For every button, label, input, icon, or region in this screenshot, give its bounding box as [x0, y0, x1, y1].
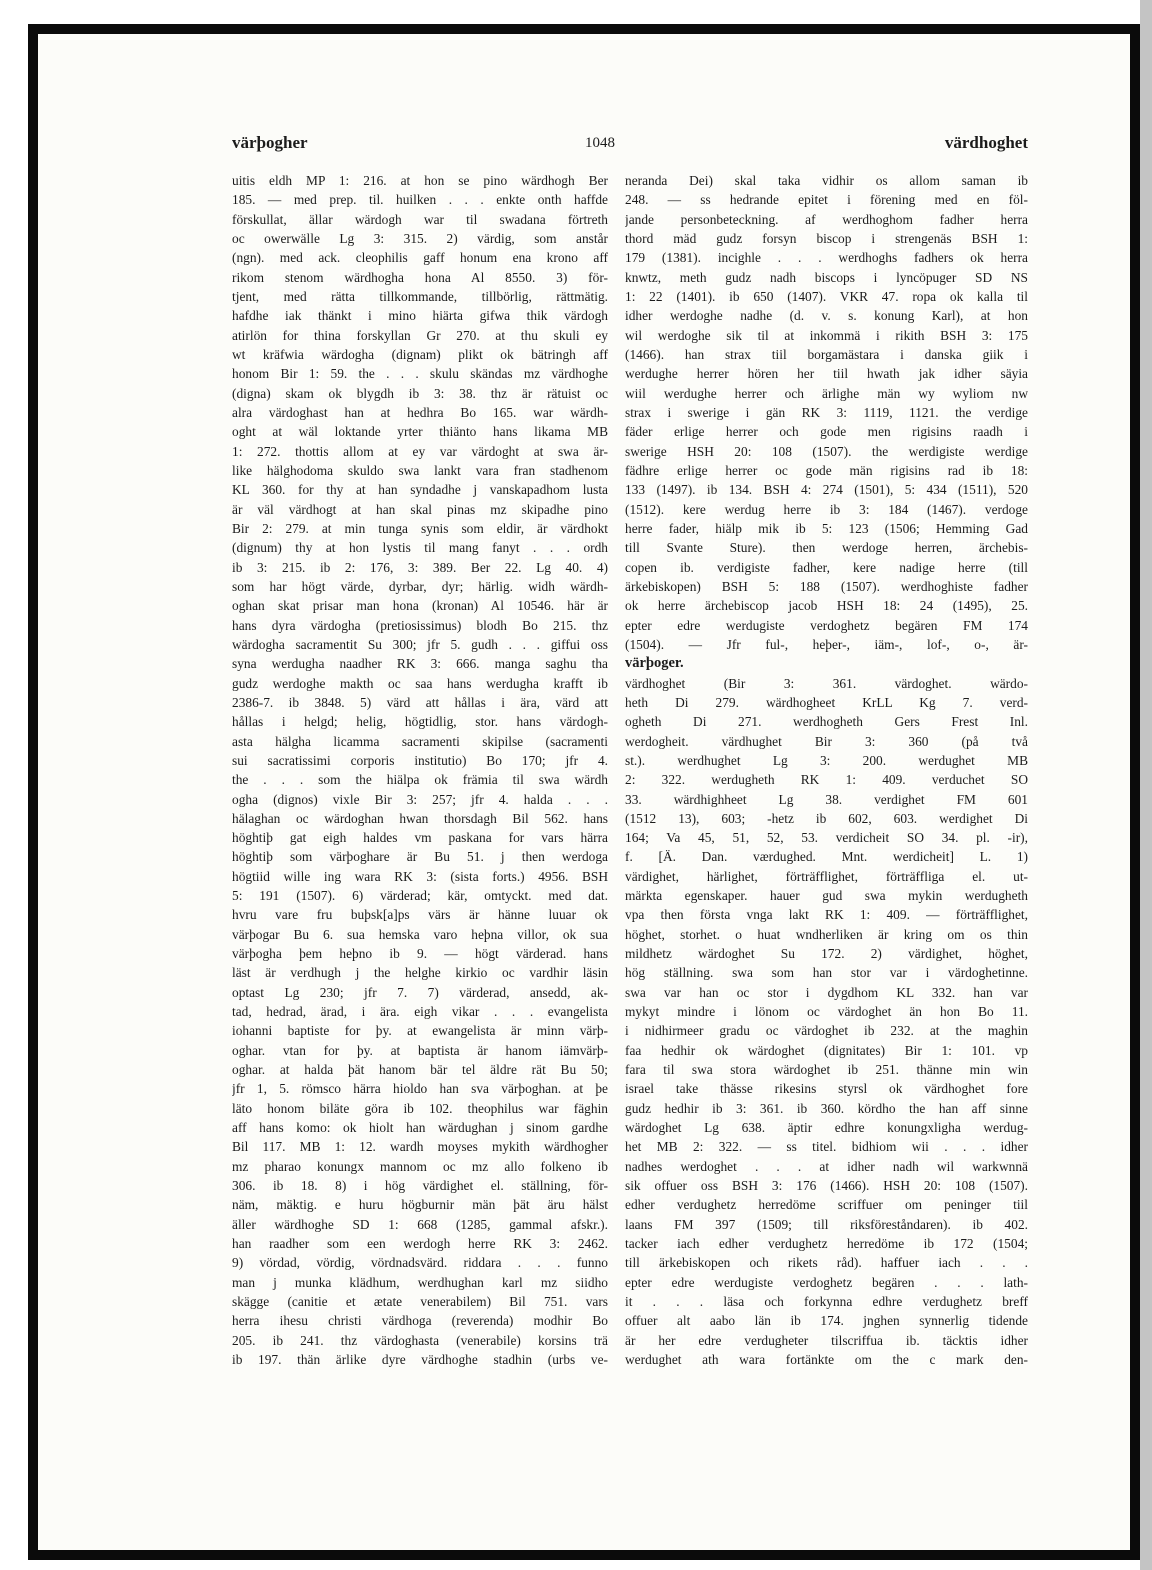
- left-column-line: alra värdoghast han at hedhra Bo 165. war wärdh-: [232, 404, 608, 420]
- right-column-line: faa hedhir ok wärdoghet (dignitates) Bir 1: 101. vp: [625, 1042, 1028, 1058]
- left-column-line: uitis eldh MP 1: 216. at hon se pino wärdhogh Ber: [232, 173, 608, 188]
- right-column-line: epter edre werdugiste verdoghetz begären FM 174: [625, 617, 1028, 633]
- right-column-line: offuer alt aabo län ib 174. jnghen synnerlig tidende: [625, 1313, 1028, 1329]
- right-column: [625, 171, 1028, 1369]
- running-head-right: värdhoghet: [944, 133, 1028, 152]
- left-column-line: 306. ib 18. 8) i hög värdighet el. ställning, för-: [232, 1178, 608, 1194]
- right-column-line: värþoger.: [625, 655, 684, 672]
- right-column-line: heth Di 279. wärdhogheet KrLL Kg 7. verd-: [625, 694, 1028, 710]
- right-column-line: 164; Va 45, 51, 52, 53. verdicheit SO 34. pl. -ir),: [625, 830, 1028, 846]
- left-column-line: honom Bir 1: 59. the . . . skulu skändas mz värdhoghe: [232, 366, 608, 382]
- right-column-line: herre fader, hiälp mik ib 5: 123 (1506; Hemming Gad: [625, 520, 1028, 536]
- right-column-line: till Svante Sture). then werdoge herren, ärchebis-: [625, 540, 1028, 556]
- left-column-line: oghar. vtan for þy. at baptista är hanom iämvärþ-: [232, 1042, 608, 1058]
- right-column-line: ärkebiskopen) BSH 5: 188 (1507). werdhoghiste fadher: [625, 578, 1028, 594]
- right-column-line: märkta egenskaper. hauer gud swa mykin werdugheth: [625, 888, 1028, 904]
- right-column-line: f. [Ä. Dan. værdughed. Mnt. werdicheit] L. 1): [625, 849, 1028, 865]
- right-column-line: (1466). han strax tiil borgamästara i danska giik i: [625, 346, 1028, 362]
- left-column-line: wt kräfwia wärdogha (dignam) plikt ok bätringh aff: [232, 346, 608, 362]
- right-column-line: werdughe herrer hören her tiil hwath jak idher säyia: [625, 366, 1028, 382]
- right-column-line: 2: 322. werdugheth RK 1: 409. verduchet SO: [625, 772, 1028, 788]
- left-column-line: 185. — med prep. til. huilken . . . enkte onth haffde: [232, 192, 608, 208]
- right-column-line: laans FM 397 (1509; till riksföreståndaren). ib 402.: [625, 1216, 1028, 1232]
- right-column-line: it . . . läsa och forkynna edhre verdughetz breff: [625, 1294, 1028, 1310]
- right-column-line: knwtz, meth gudz nadh biscops i lyncöpuger SD NS: [625, 269, 1028, 285]
- right-column-line: i nidhirmeer gradu oc värdoghet ib 232. at the maghin: [625, 1023, 1028, 1039]
- left-column-line: mz pharao konungx mannom oc mz allo folkeno ib: [232, 1158, 608, 1174]
- right-column-line: är her edre verdugheter tilscriffua ib. täcktis idher: [625, 1332, 1028, 1348]
- right-column-line: werdogheit. värdhughet Bir 3: 360 (på två: [625, 733, 1028, 749]
- left-column-line: skägge (canitie et ætate venerabilem) Bil 751. vars: [232, 1294, 608, 1310]
- right-column-line: idher werdoghe nadhe (d. v. s. konung Karl), at hon: [625, 308, 1028, 324]
- left-column-line: the . . . som the hiälpa ok främia til swa wärdh: [232, 772, 608, 788]
- running-head-left: värþogher: [232, 133, 308, 152]
- left-column-line: 205. ib 241. thz värdoghasta (venerabile) korsins trä: [232, 1332, 608, 1348]
- right-column-line: 133 (1497). ib 134. BSH 4: 274 (1501), 5: 434 (1511), 520: [625, 482, 1028, 498]
- right-column-line: 33. wärdhighheet Lg 38. verdighet FM 601: [625, 791, 1028, 807]
- left-column-line: hälaghan oc wärdoghan hwan thorsdagh Bil 562. hans: [232, 810, 608, 826]
- left-column-line: (dignum) thy at hon lystis til mang fanyt . . . ordh: [232, 540, 608, 556]
- left-column-line: hvru vare fru buþsk[a]ps värs är hänne luuar ok: [232, 907, 608, 923]
- right-column-line: jande personbeteckning. af werdhoghom fadher herra: [625, 211, 1028, 227]
- left-column-line: tjent, med rätta tillkommande, tillbörlig, rättmätig.: [232, 288, 608, 304]
- entry-headword-line: värdhoghet (Bir 3: 361. värdoghet. wärdo-: [625, 675, 1028, 691]
- left-column-line: äller wärdhoghe SD 1: 668 (1285, gammal afskr.).: [232, 1216, 608, 1232]
- left-column-line: herra ihesu christi värdhoga (reverenda) modhir Bo: [232, 1313, 608, 1329]
- left-column-line: (ngn). med ack. cleophilis gaff honum ena krono aff: [232, 250, 608, 266]
- right-column-line: gudz hedhir ib 3: 361. ib 360. kördho the han aff sinne: [625, 1100, 1028, 1116]
- left-column-line: hafdhe iak thänkt i mino hiärta gifwa thik värdogh: [232, 308, 608, 324]
- left-column-line: syna werdugha naadher RK 3: 666. manga saghu tha: [232, 656, 608, 672]
- right-column-line: värdighet, härlighet, förträfflighet, förträffliga el. ut-: [625, 868, 1028, 884]
- left-column-line: hans dyra värdogha (pretiosissimus) blodh Bo 215. thz: [232, 617, 608, 633]
- left-column-line: 2386-7. ib 3848. 5) värd att hållas i ära, värd att: [232, 694, 608, 710]
- left-column: [232, 171, 608, 1369]
- left-column-line: wärdogha sacramentit Su 300; jfr 5. gudh . . . giffui oss: [232, 636, 608, 652]
- left-column-line: man j munka klädhum, werdhughan karl mz siidho: [232, 1274, 608, 1290]
- left-column-line: 1: 272. thottis allom at ey var värdoght at swa är-: [232, 443, 608, 459]
- right-column-line: nadhes werdoghet . . . at idher nadh wil warkwnnä: [625, 1158, 1028, 1174]
- right-column-line: 179 (1381). incighle . . . werdhoghs fadhers ok herra: [625, 250, 1028, 266]
- left-column-line: näm, mäktig. e huru högburnir män þät äru hälst: [232, 1197, 608, 1213]
- left-column-line: förskullat, ällar wärdogh war til swadana förtreth: [232, 211, 608, 227]
- right-column-line: till ärkebiskopen och rikets råd). haffuer iach . . .: [625, 1255, 1028, 1271]
- page-number: 1048: [585, 135, 615, 151]
- scan-edge-strip: [1140, 0, 1152, 1570]
- right-column-line: copen ib. verdigiste fadher, kere nadige herre (till: [625, 559, 1028, 575]
- right-column-line: fäder erlige herrer och gode men rigisins raadh i: [625, 424, 1028, 440]
- right-column-line: het MB 2: 322. — ss titel. bidhiom wii . . . idher: [625, 1139, 1028, 1155]
- left-column-line: hållas i helgd; helig, högtidlig, stor. hans värdogh-: [232, 714, 608, 730]
- left-column-line: (digna) skam ok blygdh ib 3: 38. thz är rätuist oc: [232, 385, 608, 401]
- right-column-line: tacker iach edher verdughetz herredöme ib 172 (1504;: [625, 1236, 1028, 1252]
- left-column-line: 9) vördad, vördig, vördnadsvärd. riddara . . . funno: [232, 1255, 608, 1271]
- left-column-line: höghtiþ gat eigh haldes vm paskana for vars härra: [232, 830, 608, 846]
- right-column-line: (1512 13), 603; -hetz ib 602, 603. werdighet Di: [625, 810, 1028, 826]
- left-column-line: aff hans komo: ok hiolt han wärdughan j sinom gardhe: [232, 1120, 608, 1136]
- right-column-line: wil werdoghe sik til at inkommä i rikith BSH 3: 175: [625, 327, 1028, 343]
- left-column-line: atirlön for thina forskyllan Gr 270. at thu skuli ey: [232, 327, 608, 343]
- left-column-line: läst är verdhugh j the helghe kirkio oc vardhir läsin: [232, 965, 608, 981]
- right-column-line: höghet, storhet. o huat wndherliken är kring om os thin: [625, 926, 1028, 942]
- left-column-line: optast Lg 230; jfr 7. 7) värderad, ansedd, ak-: [232, 984, 608, 1000]
- left-column-line: värþogar Bu 6. sua hemska varo heþna villor, ok sua: [232, 926, 608, 942]
- left-column-line: oghan skat prisar man hona (kronan) Al 10546. här är: [232, 598, 608, 614]
- left-column-line: oghar. at halda þät hanom bär tel äldre rät Bu 50;: [232, 1062, 608, 1078]
- left-column-line: är väl värdhogt at han skal pinas mz skipadhe pino: [232, 501, 608, 517]
- left-column-line: han raadher som een werdogh herre RK 3: 2462.: [232, 1236, 608, 1252]
- right-column-line: ok herre ärchebiscop jacob HSH 18: 24 (1495), 25.: [625, 598, 1028, 614]
- right-column-line: mykyt mindre i lönom oc värdoghet än hon Bo 11.: [625, 1004, 1028, 1020]
- right-column-line: vpa then första vnga lakt RK 1: 409. — förträfflighet,: [625, 907, 1028, 923]
- left-column-line: högtiid wille ing wara RK 3: (sista forts.) 4956. BSH: [232, 868, 608, 884]
- left-column-line: höghtiþ som värþoghare är Bu 51. j then werdoga: [232, 849, 608, 865]
- left-column-line: gudz werdoghe makth oc saa hans werdugha krafft ib: [232, 675, 608, 691]
- right-column-line: fara til swa stora wärdoghet ib 251. thänne min win: [625, 1062, 1028, 1078]
- left-column-line: läto honom biläte göra ib 102. theophilus war fäghin: [232, 1100, 608, 1116]
- right-column-line: (1512). kere werdug herre ib 3: 184 (1467). verdoge: [625, 501, 1028, 517]
- left-column-line: jfr 1, 5. römsco härra hioldo han sva värþoghan. at þe: [232, 1081, 608, 1097]
- left-column-line: 5: 191 (1507). 6) värderad; kär, omtyckt. med dat.: [232, 888, 608, 904]
- right-column-line: neranda Dei) skal taka vidhir os allom saman ib: [625, 173, 1028, 188]
- right-column-line: thord mäd gudz forsyn biscop i strengenäs BSH 1:: [625, 230, 1028, 246]
- right-column-line: edher verdughetz herredöme scriffuer om peninger tiil: [625, 1197, 1028, 1213]
- left-column-line: ib 3: 215. ib 2: 176, 3: 389. Ber 22. Lg 40. 4): [232, 559, 608, 575]
- left-column-line: oght at wäl loktande yrter thiänto hans likama MB: [232, 424, 608, 440]
- left-column-line: ib 197. thän ärlike dyre värdhoghe stadhin (urbs ve-: [232, 1352, 608, 1368]
- right-column-line: sik offuer oss BSH 3: 176 (1466). HSH 20: 108 (1507).: [625, 1178, 1028, 1194]
- left-column-line: asta hälgha licamma sacramenti skipilse (sacramenti: [232, 733, 608, 749]
- right-column-line: st.). werdhughet Lg 3: 200. werdughet MB: [625, 752, 1028, 768]
- left-column-line: KL 360. for thy at han syndadhe j vanskapadhom lusta: [232, 482, 608, 498]
- left-column-line: värþogha þem heþno ib 9. — högt värderad. hans: [232, 946, 608, 962]
- right-column-line: mildhetz wärdoghet Su 172. 2) värdighet, höghet,: [625, 946, 1028, 962]
- left-column-line: iohanni baptiste for þy. at ewangelista är minn värþ-: [232, 1023, 608, 1039]
- right-column-line: fädhre erlige herrer oc gode män rigisins rad ib 18:: [625, 462, 1028, 478]
- left-column-line: Bir 2: 279. at min tunga synis som eldir, är värdhokt: [232, 520, 608, 536]
- left-column-line: sui sacratissimi corporis institutio) Bo 170; jfr 4.: [232, 752, 608, 768]
- right-column-line: swa var han oc stor i dygdhom KL 332. han var: [625, 984, 1028, 1000]
- right-column-line: strax i swerige i gän RK 3: 1119, 1121. the verdige: [625, 404, 1028, 420]
- left-column-line: tad, hedrad, ärad, i ära. eigh vikar . . . evangelista: [232, 1004, 608, 1020]
- right-column-line: swerige HSH 20: 108 (1507). the werdigiste werdige: [625, 443, 1028, 459]
- right-column-line: (1504). — Jfr ful-, heþer-, iäm-, lof-, o-, är-: [625, 636, 1028, 652]
- left-column-line: rikom stenom wärdhogha hona Al 8550. 3) för-: [232, 269, 608, 285]
- right-column-line: epter edre werdugiste verdoghetz begären . . . lath-: [625, 1274, 1028, 1290]
- right-column-line: ogheth Di 271. werdhogheth Gers Frest Inl.: [625, 714, 1028, 730]
- right-column-line: israel take thässe rikesins styrsl ok värdhoghet fore: [625, 1081, 1028, 1097]
- left-column-line: Bil 117. MB 1: 12. wardh moyses mykith wärdhogher: [232, 1139, 608, 1155]
- left-column-line: oc owerwälle Lg 3: 315. 2) värdig, som anstår: [232, 230, 608, 246]
- right-column-line: werdughet ath wara fortänkte om the c mark den-: [625, 1352, 1028, 1368]
- left-column-line: like hälghodoma skuldo swa lankt vara fran stadhenom: [232, 462, 608, 478]
- right-column-line: hög ställning. swa som han stor var i värdoghetinne.: [625, 965, 1028, 981]
- right-column-line: 248. — ss hedrande epitet i förening med en föl-: [625, 192, 1028, 208]
- left-column-line: ogha (dignos) vixle Bir 3: 257; jfr 4. halda . . .: [232, 791, 608, 807]
- right-column-line: 1: 22 (1401). ib 650 (1407). VKR 47. ropa ok kalla til: [625, 288, 1028, 304]
- right-column-line: wärdoghet Lg 638. äptir edhre konungxligha werdug-: [625, 1120, 1028, 1136]
- left-column-line: som har högt värde, dyrbar, dyr; härlig. widh wärdh-: [232, 578, 608, 594]
- right-column-line: wiil werdughe herrer och ärlighe män wy wyliom nw: [625, 385, 1028, 401]
